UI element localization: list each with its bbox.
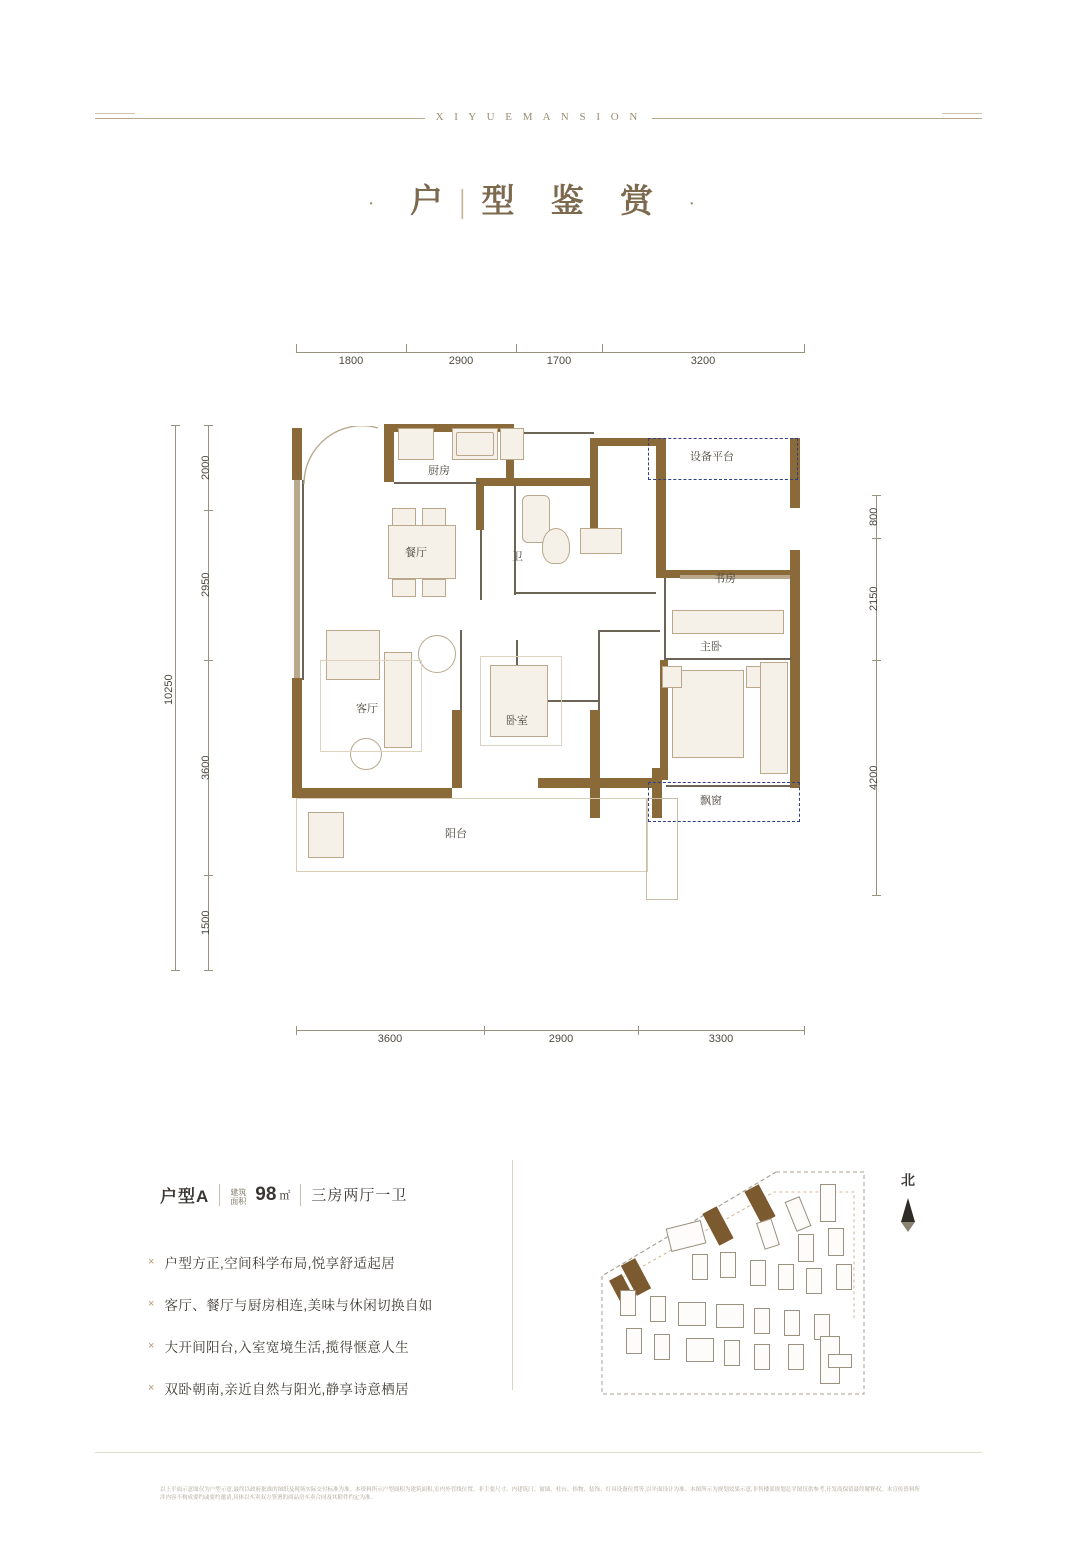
unit-layout: 三房两厅一卫	[311, 1187, 408, 1204]
wall-segment	[476, 478, 596, 486]
info-divider	[512, 1160, 513, 1390]
right-dim-label-2: 4200	[868, 765, 880, 790]
top-dim-tick	[602, 344, 603, 353]
wardrobe	[760, 662, 788, 774]
building	[686, 1338, 714, 1362]
building	[754, 1308, 770, 1334]
right-dim-label-1: 2150	[868, 586, 880, 612]
building	[788, 1344, 804, 1370]
wall-line	[516, 592, 656, 594]
top-dim-tick	[296, 344, 297, 353]
wall-segment	[294, 480, 300, 680]
north-indicator	[888, 1170, 928, 1232]
balcony-furniture	[308, 812, 344, 858]
top-dim-label-0: 1800	[338, 355, 364, 367]
room-label-bay-window: 飘窗	[700, 795, 722, 807]
toilet-icon	[542, 528, 570, 564]
left-total-tick	[171, 970, 180, 971]
top-ornament	[95, 105, 982, 133]
kitchen-sink	[500, 428, 524, 460]
left-dim-tick	[204, 970, 213, 971]
wall-segment	[292, 788, 452, 798]
building	[626, 1328, 642, 1354]
unit-area	[230, 1184, 290, 1206]
page-title: · 户|型 鉴 赏 ·	[368, 184, 709, 220]
wall-line	[394, 482, 480, 484]
wall-segment	[790, 550, 800, 640]
building	[820, 1184, 836, 1222]
list-item	[148, 1252, 433, 1272]
room-label-master: 主卧	[700, 641, 722, 653]
building	[828, 1228, 844, 1256]
feature-text: 双卧朝南,亲近自然与阳光,静享诗意栖居	[164, 1382, 410, 1397]
kitchen-counter	[398, 428, 434, 460]
bottom-dim-label-1: 2900	[548, 1033, 574, 1045]
feature-text: 大开间阳台,入室宽境生活,揽得惬意人生	[164, 1340, 410, 1355]
building	[836, 1264, 852, 1290]
area-unit: ㎡	[279, 1189, 291, 1202]
list-item	[148, 1378, 433, 1398]
building	[692, 1254, 708, 1280]
room-label-dining: 餐厅	[405, 547, 427, 559]
wall-segment	[590, 710, 600, 788]
dining-chair	[392, 579, 416, 597]
top-dim-tick	[406, 344, 407, 353]
nightstand	[662, 666, 682, 688]
building	[828, 1354, 852, 1368]
area-caption-line1: 建筑	[230, 1187, 247, 1197]
wall-line	[514, 485, 516, 595]
top-dim-label-2: 1700	[546, 355, 572, 367]
left-dim-label-3: 1500	[200, 910, 212, 935]
summary-separator	[300, 1184, 301, 1206]
unit-summary	[160, 1182, 407, 1207]
room-label-equipment: 设备平台	[690, 451, 734, 463]
summary-separator	[219, 1184, 220, 1206]
room-label-living: 客厅	[356, 703, 378, 715]
study-bookshelf	[672, 610, 784, 634]
room-label-kitchen: 厨房	[428, 465, 450, 477]
list-item	[148, 1294, 433, 1314]
dining-chair	[422, 508, 446, 526]
bullet-mark-icon: ×	[148, 1256, 155, 1268]
balcony-box	[296, 798, 648, 872]
title-char-2: 鉴	[550, 184, 598, 220]
area-caption-line2: 面积	[230, 1196, 247, 1206]
building	[778, 1264, 794, 1290]
room-label-bathroom: 卫	[512, 551, 523, 563]
bullet-mark-icon: ×	[148, 1298, 155, 1310]
area-caption	[230, 1188, 252, 1206]
left-total-label: 10250	[163, 674, 175, 706]
site-map	[592, 1168, 870, 1398]
wall-line	[666, 658, 792, 660]
unit-type-name: 户型A	[160, 1187, 210, 1206]
building	[650, 1296, 666, 1322]
disclaimer: 以上平面示意图仅为户型示意,最终以政府批准的图纸及现场实际交付标准为准。本资料所示户型面积为建筑面积,室内外管线位置、非主要尺寸、内建筑门、窗墙、柱台、抬物、装饰、灯具设备位置等,以平面设计为准。本图所示为规划效果示意,非售楼部规划总平图仅供参考,开发商保留最终解释权。本宣传资料所涉内容不构成要约或要约邀请,具体以买卖双方签署的商品房买卖合同及其附件约定为准。	[160, 1487, 920, 1501]
left-dim-label-1: 2950	[200, 572, 212, 598]
wall-line	[460, 630, 462, 710]
bullet-mark-icon: ×	[148, 1340, 155, 1352]
bullet-mark-icon: ×	[148, 1382, 155, 1394]
building	[750, 1260, 766, 1286]
feature-text: 客厅、餐厅与厨房相连,美味与休闲切换自如	[164, 1298, 433, 1313]
top-dim-line	[296, 352, 804, 353]
footer-divider	[95, 1452, 982, 1453]
right-dim-label-0: 800	[868, 507, 880, 526]
wall-segment	[292, 428, 302, 480]
building	[724, 1340, 740, 1366]
building	[754, 1344, 770, 1370]
right-dim-tick	[872, 895, 881, 896]
floor-plan	[160, 330, 920, 1060]
wall-line	[600, 630, 660, 632]
building	[678, 1302, 706, 1326]
room-label-balcony: 阳台	[445, 828, 467, 840]
feature-list	[148, 1252, 433, 1420]
title-char-0: 户	[409, 184, 457, 220]
title-dot-right: ·	[689, 195, 709, 212]
left-total-line	[175, 425, 176, 970]
top-dim-tick	[516, 344, 517, 353]
building	[720, 1252, 736, 1278]
wall-line	[598, 630, 600, 710]
bed-master	[672, 670, 744, 758]
building	[806, 1268, 822, 1294]
top-dim-label-1: 2900	[448, 355, 474, 367]
room-label-study: 书房	[714, 573, 736, 585]
wall-line	[480, 530, 482, 600]
building	[784, 1310, 800, 1336]
entry-door-arc	[302, 426, 382, 486]
wall-segment	[452, 710, 462, 788]
bath-vanity	[580, 528, 622, 554]
bottom-dim-label-0: 3600	[377, 1033, 403, 1045]
wall-segment	[384, 424, 394, 482]
bay-window-outline	[648, 782, 800, 822]
building	[654, 1334, 670, 1360]
area-value: 98	[255, 1183, 277, 1205]
bottom-dim-label-2: 3300	[708, 1033, 734, 1045]
building	[716, 1304, 744, 1328]
wall-line	[664, 578, 666, 660]
north-arrow-icon	[901, 1198, 915, 1222]
building	[798, 1234, 814, 1262]
left-dim-label-2: 3600	[200, 755, 212, 780]
wall-segment	[292, 678, 302, 788]
wall-segment	[790, 700, 800, 788]
building	[620, 1290, 636, 1316]
brand-name: X I Y U E M A N S I O N	[435, 111, 642, 123]
bottom-dim-tick	[804, 1026, 805, 1035]
north-label: 北	[901, 1172, 915, 1188]
wall-line	[302, 480, 304, 680]
left-total-tick	[171, 425, 180, 426]
list-item	[148, 1336, 433, 1356]
top-dim-label-3: 3200	[690, 355, 716, 367]
feature-text: 户型方正,空间科学布局,悦享舒适起居	[164, 1256, 396, 1271]
title-char-1: 型	[481, 184, 529, 220]
north-arrow-base-icon	[901, 1222, 915, 1232]
wall-segment	[538, 778, 598, 788]
top-dim-tick	[804, 344, 805, 353]
wall-line	[514, 432, 594, 434]
dining-chair	[392, 508, 416, 526]
room-label-bedroom: 卧室	[506, 715, 528, 727]
bedroom2-area	[480, 656, 562, 746]
side-table	[418, 635, 456, 673]
title-char-3: 赏	[620, 184, 668, 220]
wall-segment	[590, 438, 598, 528]
left-dim-label-0: 2000	[200, 455, 212, 480]
kitchen-stove-detail	[456, 432, 494, 456]
title-dot-left: ·	[368, 195, 388, 212]
bottom-dim-line	[296, 1030, 804, 1031]
dining-chair	[422, 579, 446, 597]
